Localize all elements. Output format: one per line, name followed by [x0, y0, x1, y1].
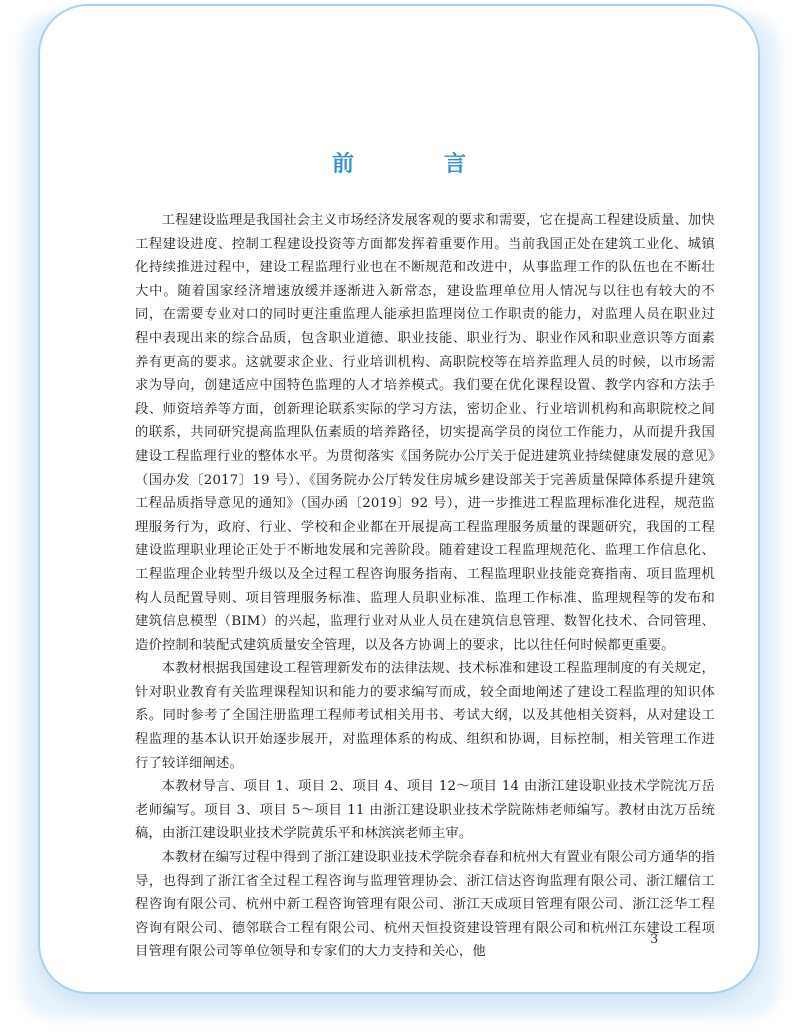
page-number: 3	[650, 932, 659, 947]
page-title: 前 言	[331, 151, 500, 177]
paragraph-4: 本教材在编写过程中得到了浙江建设职业技术学院余春春和杭州大有置业有限公司方通华的指导，也得到了浙江省全过程工程咨询与监理管理协会、浙江信达咨询监理有限公司、浙江耀信工程咨询有限公司、杭州中新工程咨询管理有限公司、浙江天成项目管理有限公司、浙江泛华工程咨询有限公司、德邻联合工程有限公司、杭州天恒投资建设管理有限公司和杭州江东建设工程项目管理有限公司等单位领导和专家们的大力支持和关心，他	[135, 850, 715, 960]
body-text	[135, 209, 715, 964]
paragraph-2: 本教材根据我国建设工程管理新发布的法律法规、技术标准和建设工程监理制度的有关规定，针对职业教育有关监理课程知识和能力的要求编写而成，较全面地阐述了建设工程监理的知识体系。同时参考了全国注册监理工程师考试相关用书、考试大纲，以及其他相关资料，从对建设工程监理的基本认识开始逐步展开，对监理体系的构成、组织和协调，目标控制，相关管理工作进行了较详细阐述。	[135, 661, 715, 771]
paragraph-3: 本教材导言、项目 1、项目 2、项目 4、项目 12～项目 14 由浙江建设职业技术学院沈万岳老师编写。项目 3、项目 5～项目 11 由浙江建设职业技术学院陈炜老师编写。教材由沈万岳统稿，由浙江建设职业技术学院黄乐平和林滨滨老师主审。	[135, 779, 715, 842]
paragraph-1: 工程建设监理是我国社会主义市场经济发展客观的要求和需要，它在提高工程建设质量、加快工程建设进度、控制工程建设投资等方面都发挥着重要作用。当前我国正处在建筑工业化、城镇化持续推进过程中，建设工程监理行业也在不断规范和改进中，从事监理工作的队伍也在不断壮大中。随着国家经济增速放缓并逐渐进入新常态，建设监理单位用人情况与以往也有较大的不同，在需要专业对口的同时更注重监理人能承担监理岗位工作职责的能力，对监理人员在职业过程中表现出来的综合品质，包含职业道德、职业技能、职业行为、职业作风和职业意识等方面素养有更高的要求。这就要求企业、行业培训机构、高职院校等在培养监理人员的时候，以市场需求为导向，创建适应中国特色监理的人才培养模式。我们要在优化课程设置、教学内容和方法手段、师资培养等方面，创新理论联系实际的学习方法，密切企业、行业培训机构和高职院校之间的联系，共同研究提高监理队伍素质的培养路径，切实提高学员的岗位工作能力，从而提升我国建设工程监理行业的整体水平。为贯彻落实《国务院办公厅关于促进建筑业持续健康发展的意见》（国办发〔2017〕19 号）、《国务院办公厅转发住房城乡建设部关于完善质量保障体系提升建筑工程品质指导意见的通知》（国办函〔2019〕92 号），进一步推进工程监理标准化进程，规范监理服务行为，政府、行业、学校和企业都在开展提高工程监理服务质量的课题研究，我国的工程建设监理职业理论正处于不断地发展和完善阶段。随着建设工程监理规范化、监理工作信息化、工程监理企业转型升级以及全过程工程咨询服务指南、工程监理职业技能竞赛指南、项目监理机构人员配置导则、项目管理服务标准、监理人员职业标准、监理工作标准、监理规程等的发布和建筑信息模型（BIM）的兴起，监理行业对从业人员在建筑信息管理、数智化技术、合同管理、造价控制和装配式建筑质量安全管理，以及各方协调上的要求，比以往任何时候都更重要。	[135, 213, 715, 653]
document-page	[38, 4, 760, 994]
